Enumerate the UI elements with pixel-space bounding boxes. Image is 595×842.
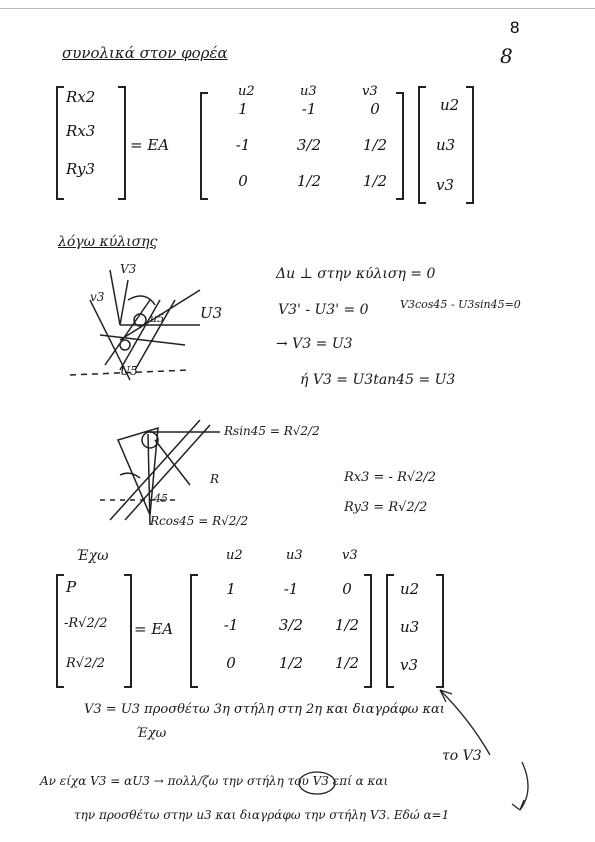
col-header-u2: u2 <box>238 84 255 99</box>
s4-col-header-v3: v3 <box>342 548 358 563</box>
sketch-label-us: U5 <box>120 364 138 378</box>
m21: -1 <box>235 136 251 154</box>
rhs-u2: u2 <box>440 96 460 114</box>
roll-line2: V3' - U3' = 0 <box>278 302 369 318</box>
force-label-r: R <box>210 472 220 486</box>
s4-col-header-u3: u3 <box>286 548 303 563</box>
s4-lhs-bracket-left <box>56 574 64 688</box>
s4-m22: 3/2 <box>278 616 304 634</box>
section1-heading: συνολικά στον φορέα <box>62 44 228 62</box>
roll-line4: ή V3 = U3tan45 = U3 <box>300 372 456 388</box>
roll-line2b: V3cos45 - U3sin45=0 <box>400 298 521 311</box>
sketch-label-u5: u5 <box>150 312 165 325</box>
m11: 1 <box>238 100 248 118</box>
note-line1: V3 = U3 προσθέτω 3η στήλη στη 2η και διαγράφω και <box>84 702 445 717</box>
s4-col-header-u2: u2 <box>226 548 243 563</box>
lhs-rx2: Rx2 <box>66 88 96 106</box>
note-line1-b: Έχω <box>136 726 167 741</box>
eq-ea: = EA <box>130 136 170 154</box>
page-number: 8 <box>510 18 520 37</box>
roll-line1: Δu ⊥ στην κύλιση = 0 <box>276 266 436 282</box>
sketch-label-u3: U3 <box>200 304 223 322</box>
s4-matrix-bracket-left <box>190 574 198 688</box>
roll-line3: → V3 = U3 <box>276 336 353 352</box>
s4-rhs-u2: u2 <box>400 580 420 598</box>
sketch-label-v3: V3 <box>120 262 137 276</box>
section2-heading: λόγω κύλισης <box>58 234 158 250</box>
s4-m12: -1 <box>283 580 299 598</box>
rhs-u3: u3 <box>436 136 456 154</box>
col-header-v3: v3 <box>362 84 378 99</box>
lhs-rx3: Rx3 <box>66 122 96 140</box>
m33: 1/2 <box>362 172 388 190</box>
col-header-u3: u3 <box>300 84 317 99</box>
s4-m11: 1 <box>226 580 236 598</box>
s4-lhs-p: P <box>66 578 77 596</box>
force-label-top: Rsin45 = R√2/2 <box>224 424 320 438</box>
s4-rhs-u3: u3 <box>400 618 420 636</box>
s4-m33: 1/2 <box>334 654 360 672</box>
s4-m31: 0 <box>226 654 236 672</box>
s4-m21: -1 <box>223 616 239 634</box>
s4-lhs-minus-r: -R√2/2 <box>64 616 108 631</box>
m12: -1 <box>301 100 317 118</box>
force-eq-ry3: Ry3 = R√2/2 <box>344 500 428 515</box>
m31: 0 <box>238 172 248 190</box>
m32: 1/2 <box>296 172 322 190</box>
force-sketch <box>100 420 220 525</box>
s4-lhs-r: R√2/2 <box>66 656 105 671</box>
note-line2: Αν είχα V3 = αU3 → πολλ/ζω την στήλη του V3 επί α και <box>40 774 389 788</box>
lhs-ry3: Ry3 <box>66 160 96 178</box>
force-label-bottom: Rcos45 = R√2/2 <box>150 514 249 528</box>
section4-heading: Έχω <box>76 548 109 564</box>
note-line3: την προσθέτω στην u3 και διαγράφω την στήλη V3. Εδώ α=1 <box>74 808 450 822</box>
note-line1-c: το V3 <box>442 748 482 764</box>
force-label-45: 45 <box>154 492 168 505</box>
s4-rhs-bracket-left <box>386 574 394 688</box>
s4-m13: 0 <box>342 580 352 598</box>
s4-rhs-bracket-right <box>436 574 444 688</box>
m13: 0 <box>370 100 380 118</box>
m22: 3/2 <box>296 136 322 154</box>
rhs-v3: v3 <box>436 176 455 194</box>
sketch-label-v3b: v3 <box>90 290 105 304</box>
force-eq-rx3: Rx3 = - R√2/2 <box>344 470 437 485</box>
s4-lhs-bracket-right <box>124 574 132 688</box>
s4-m32: 1/2 <box>278 654 304 672</box>
page-number-handwritten: 8 <box>500 44 513 68</box>
s4-m23: 1/2 <box>334 616 360 634</box>
s4-eq-ea: = EA <box>134 620 174 638</box>
s4-rhs-v3: v3 <box>400 656 419 674</box>
m23: 1/2 <box>362 136 388 154</box>
